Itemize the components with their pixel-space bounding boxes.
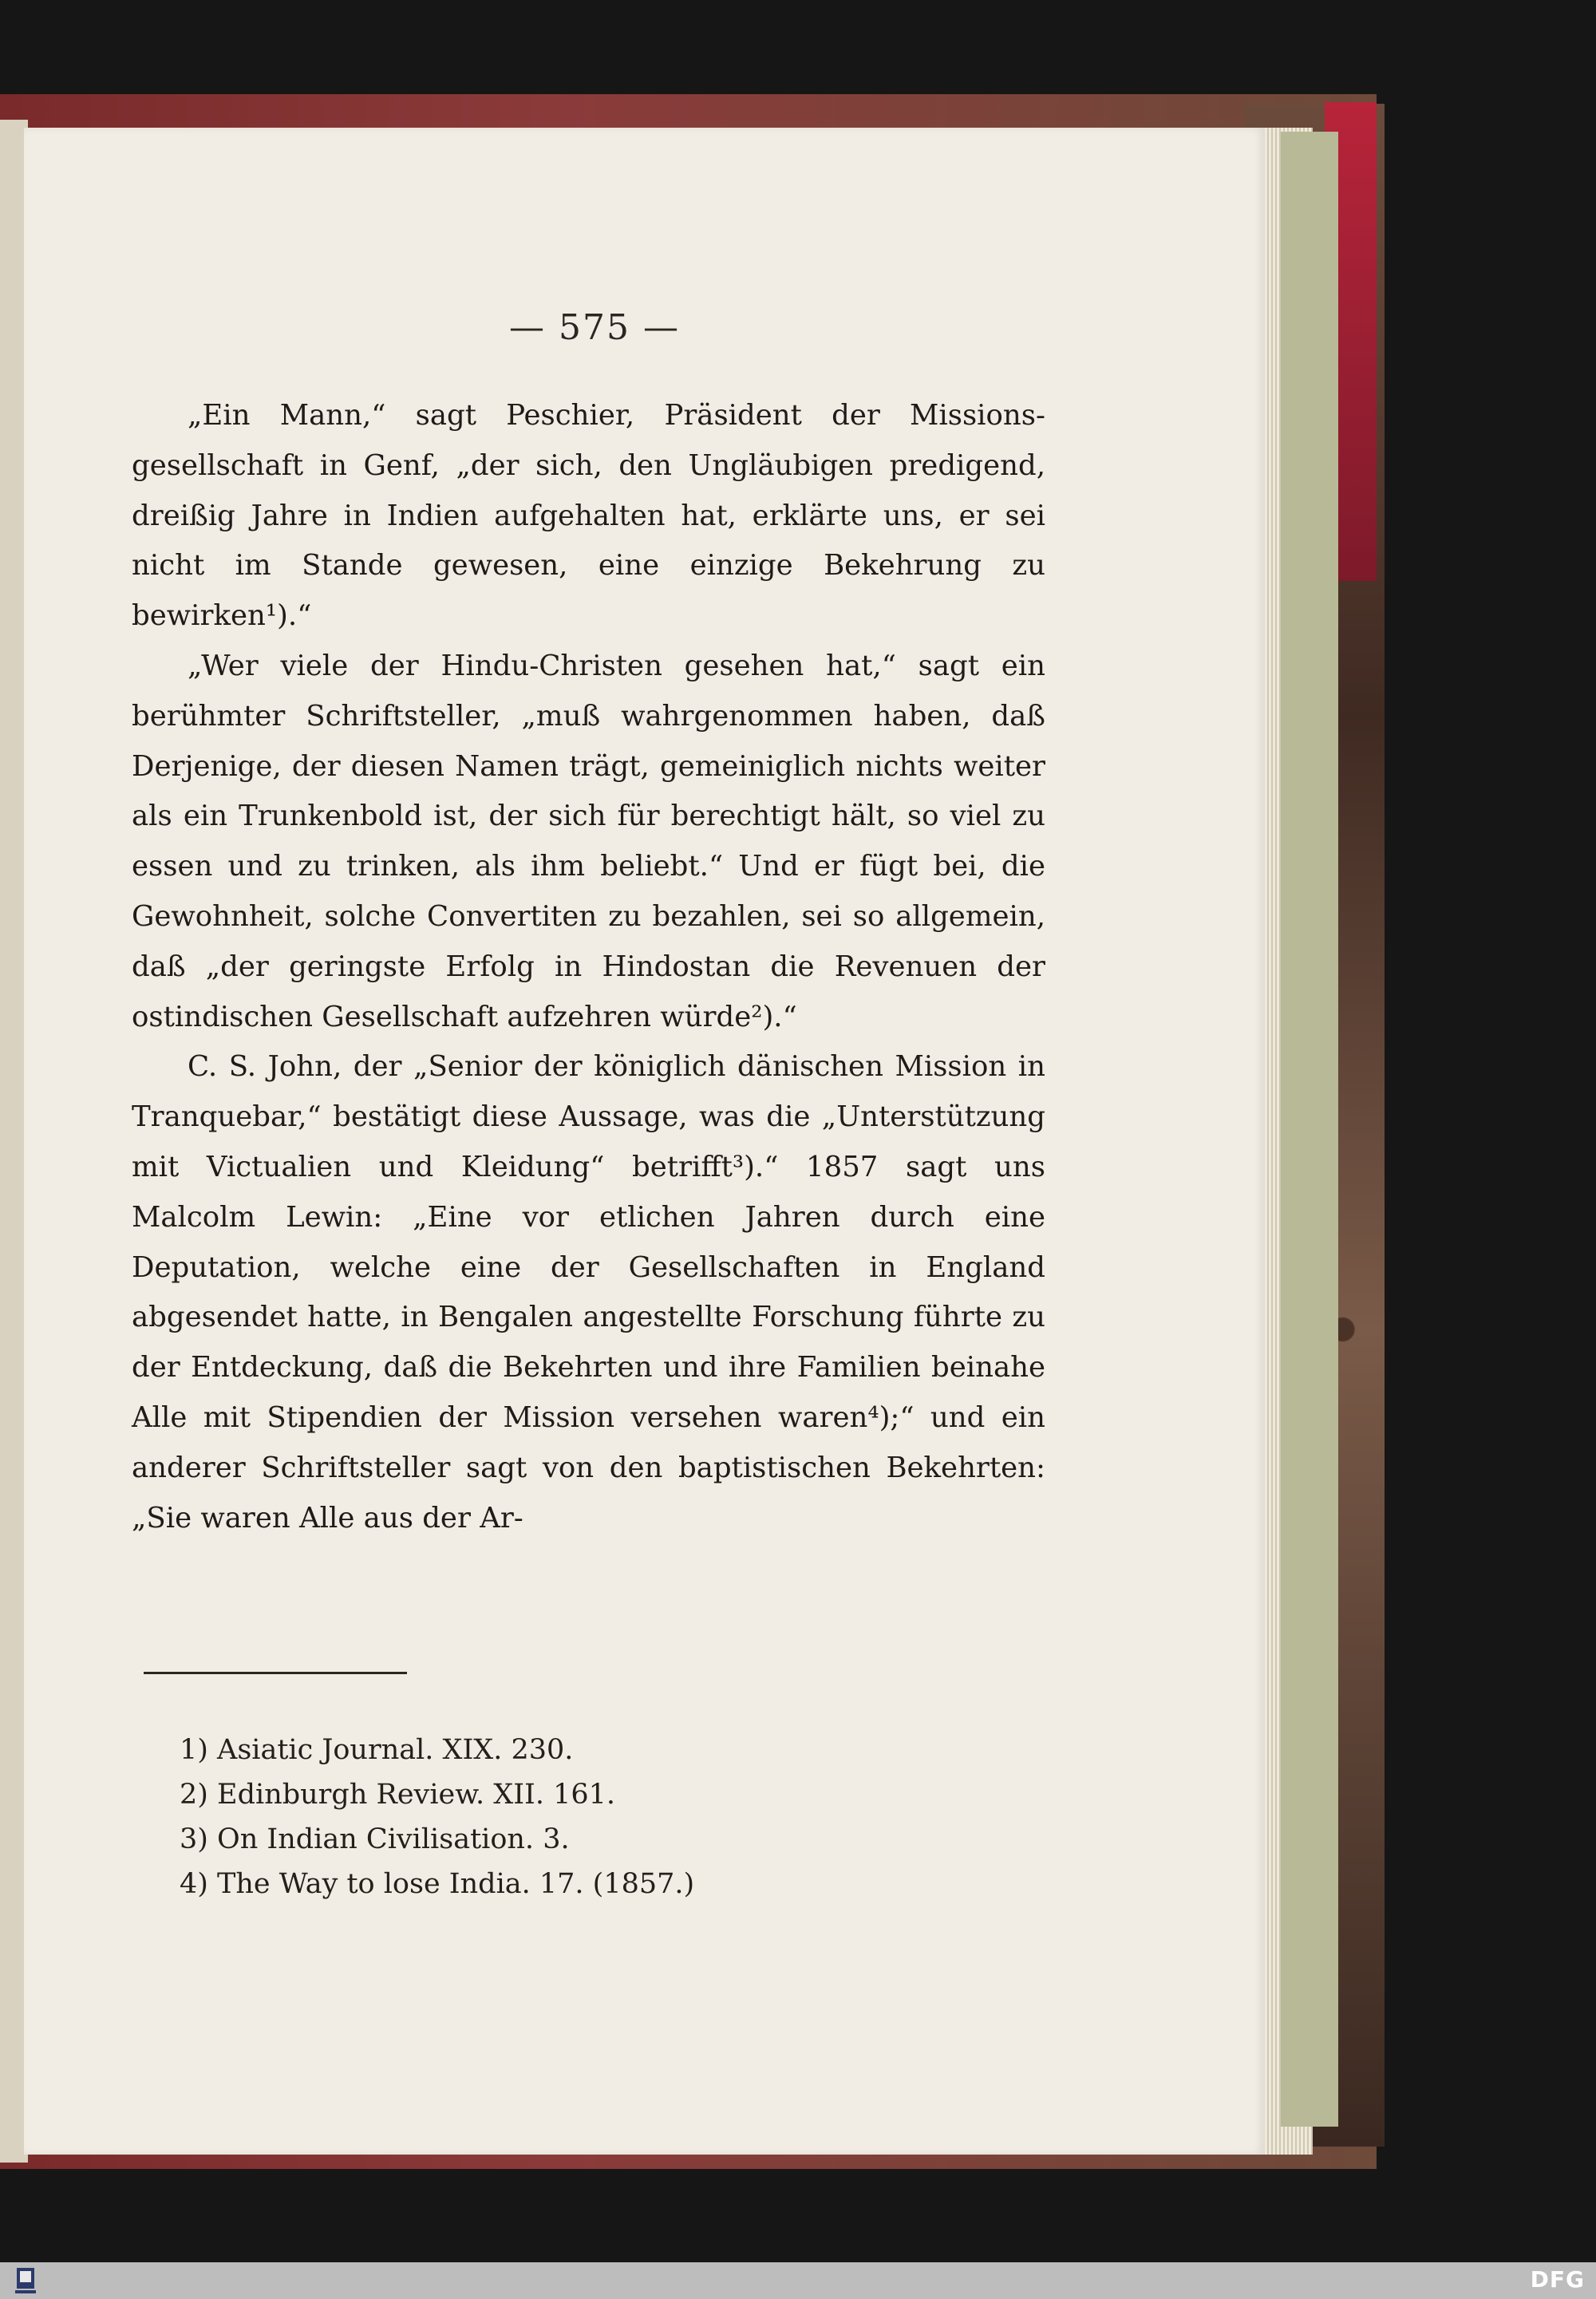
- footnote: 3) On Indian Civilisation. 3.: [180, 1823, 570, 1855]
- paragraph: C. S. John, der „Senior der königlich dänischen Mission in Tranquebar,“ bestätigt diese Aussage, was die „Unterstützung mit Victualien und Kleidung“ betrifft³).“ 1857 sagt uns Malcolm Lewin: „Eine vor etlichen Jahren durch eine Deputation, welche eine der Gesellschaften in England abgesendet hatte, in Bengalen angestellte Forschung führte zu der Entdeckung, daß die Bekehrten und ihre Familien beinahe Alle mit Stipendien der Mission versehen waren⁴);“ und ein anderer Schriftsteller sagt von den baptistischen Bekehrten: „Sie waren Alle aus der Ar-: [132, 1050, 1045, 1535]
- footnotes: [180, 1728, 978, 1906]
- paragraph: „Wer viele der Hindu-Christen gesehen hat,“ sagt ein berühmter Schriftsteller, „muß wahrgenommen haben, daß Derjenige, der diesen Namen trägt, gemeiniglich nichts weiter als ein Trunkenbold ist, der sich für berechtigt hält, so viel zu essen und zu trinken, als ihm beliebt.“ Und er fügt bei, die Gewohnheit, solche Convertiten zu bezahlen, sei so allgemein, daß „der geringste Erfolg in Hindostan die Revenuen der ostindischen Gesellschaft aufzehren würde²).“: [132, 649, 1045, 1033]
- footnote: 4) The Way to lose India. 17. (1857.): [180, 1868, 695, 1900]
- page-number: — 575 —: [509, 307, 680, 348]
- footnote: 1) Asiatic Journal. XIX. 230.: [180, 1734, 574, 1766]
- footnote-rule: [144, 1672, 407, 1674]
- paragraph: „Ein Mann,“ sagt Peschier, Präsident der Missions-gesellschaft in Genf, „der sich, den Ungläubigen predigend, dreißig Jahre in Indien aufgehalten hat, erklärte uns, er sei nicht im Stande gewesen, eine einzige Bekehrung zu bewirken¹).“: [132, 399, 1045, 633]
- footnote: 2) Edinburgh Review. XII. 161.: [180, 1779, 616, 1811]
- dfg-logo: DFG: [1530, 2266, 1585, 2293]
- library-logo-icon: [6, 2265, 45, 2297]
- body-text: [132, 391, 1045, 1543]
- viewer-bottom-bar: [0, 2262, 1596, 2299]
- endpaper: [1281, 132, 1338, 2127]
